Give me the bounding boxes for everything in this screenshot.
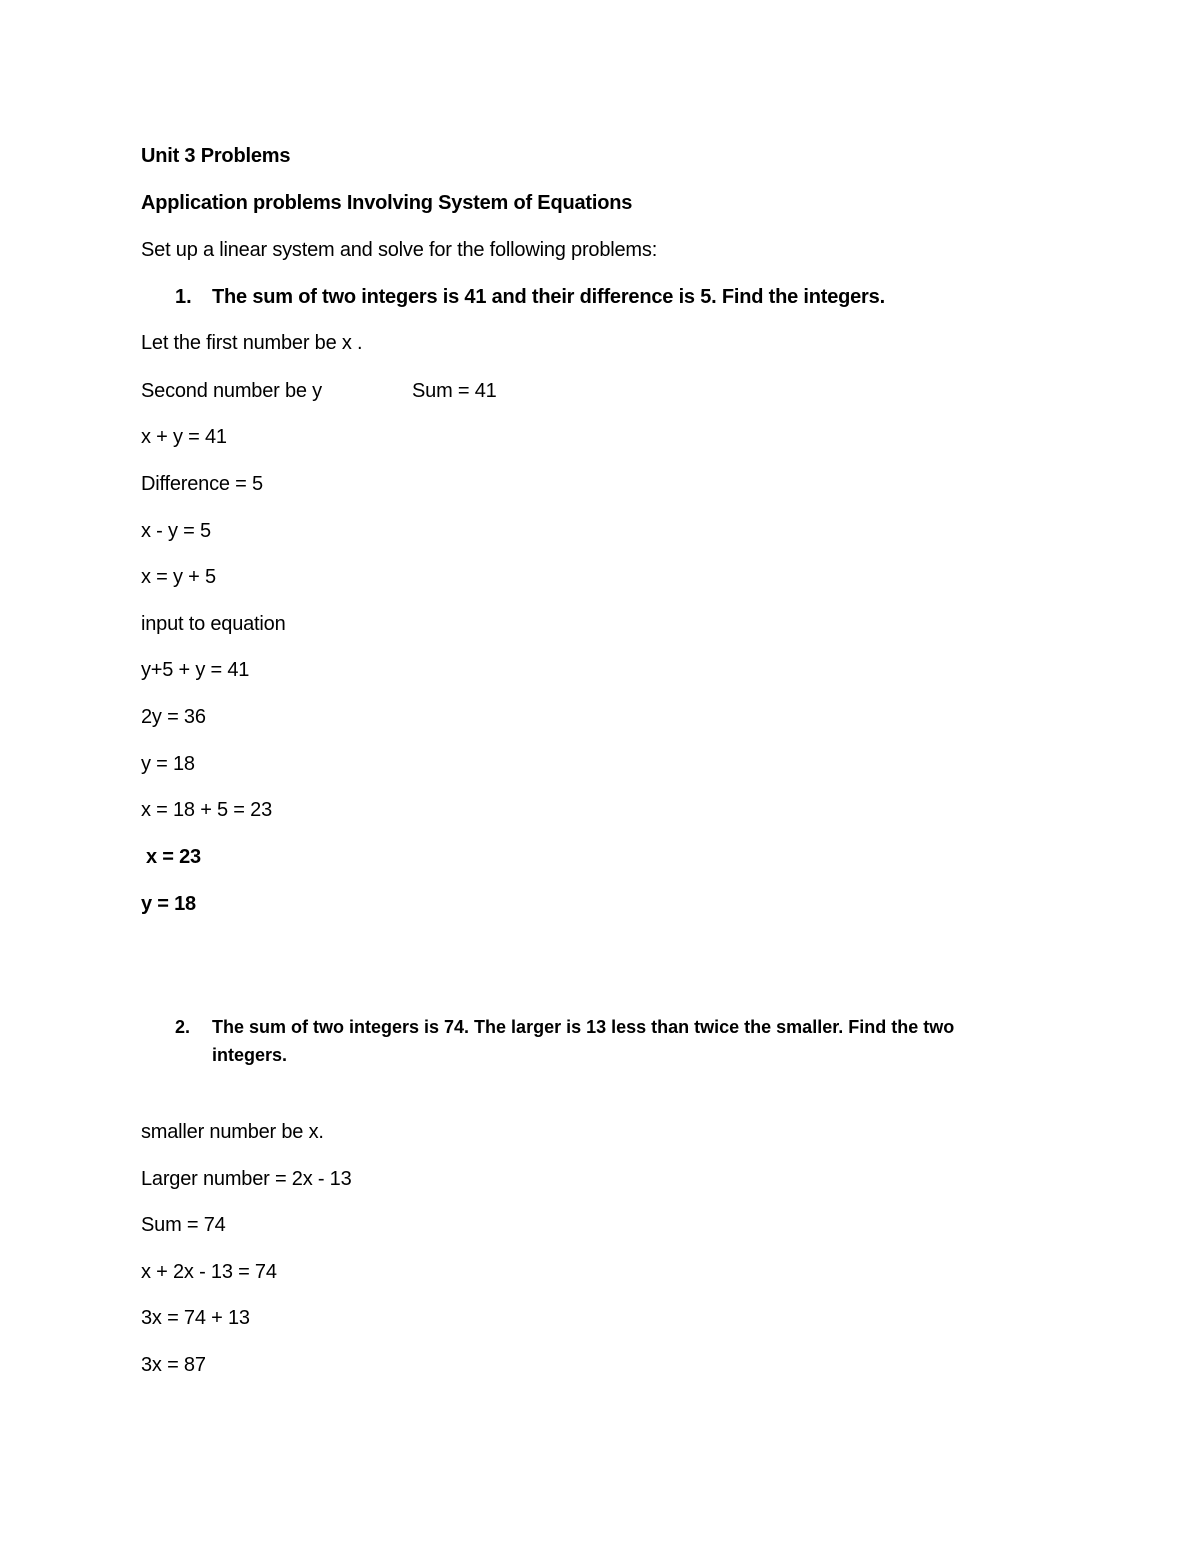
- document-title: Unit 3 Problems: [141, 145, 291, 167]
- problem-1-statement: The sum of two integers is 41 and their difference is 5. Find the integers.: [212, 286, 885, 308]
- solution-line: smaller number be x.: [141, 1121, 324, 1143]
- instructions-text: Set up a linear system and solve for the following problems:: [141, 239, 658, 261]
- problem-2-statement-line-1: The sum of two integers is 74. The larger is 13 less than twice the smaller. Find the two: [212, 1017, 955, 1037]
- solution-line: Difference = 5: [141, 473, 263, 495]
- solution-line: Let the first number be x .: [141, 332, 363, 354]
- solution-line: Second number be y: [141, 380, 322, 402]
- solution-line: input to equation: [141, 613, 286, 635]
- problem-2-number: 2.: [175, 1017, 191, 1037]
- solution-line: x - y = 5: [141, 520, 211, 542]
- answer-x: x = 23: [146, 846, 201, 868]
- solution-line: x = 18 + 5 = 23: [141, 799, 272, 821]
- solution-line: x = y + 5: [141, 566, 216, 588]
- solution-line: Sum = 74: [141, 1214, 226, 1236]
- document-subtitle: Application problems Involving System of Equations: [141, 192, 633, 214]
- problem-1-number: 1.: [175, 286, 192, 308]
- problem-2-statement-line-2: integers.: [212, 1045, 288, 1065]
- solution-line: Larger number = 2x - 13: [141, 1168, 352, 1190]
- solution-line: 2y = 36: [141, 706, 206, 728]
- sum-label: Sum = 41: [412, 380, 497, 402]
- solution-line: x + 2x - 13 = 74: [141, 1261, 277, 1283]
- answer-y: y = 18: [141, 893, 196, 915]
- solution-line: y = 18: [141, 753, 195, 775]
- solution-line: 3x = 74 + 13: [141, 1307, 250, 1329]
- solution-line: 3x = 87: [141, 1354, 206, 1376]
- solution-line: x + y = 41: [141, 426, 227, 448]
- solution-line: y+5 + y = 41: [141, 659, 250, 681]
